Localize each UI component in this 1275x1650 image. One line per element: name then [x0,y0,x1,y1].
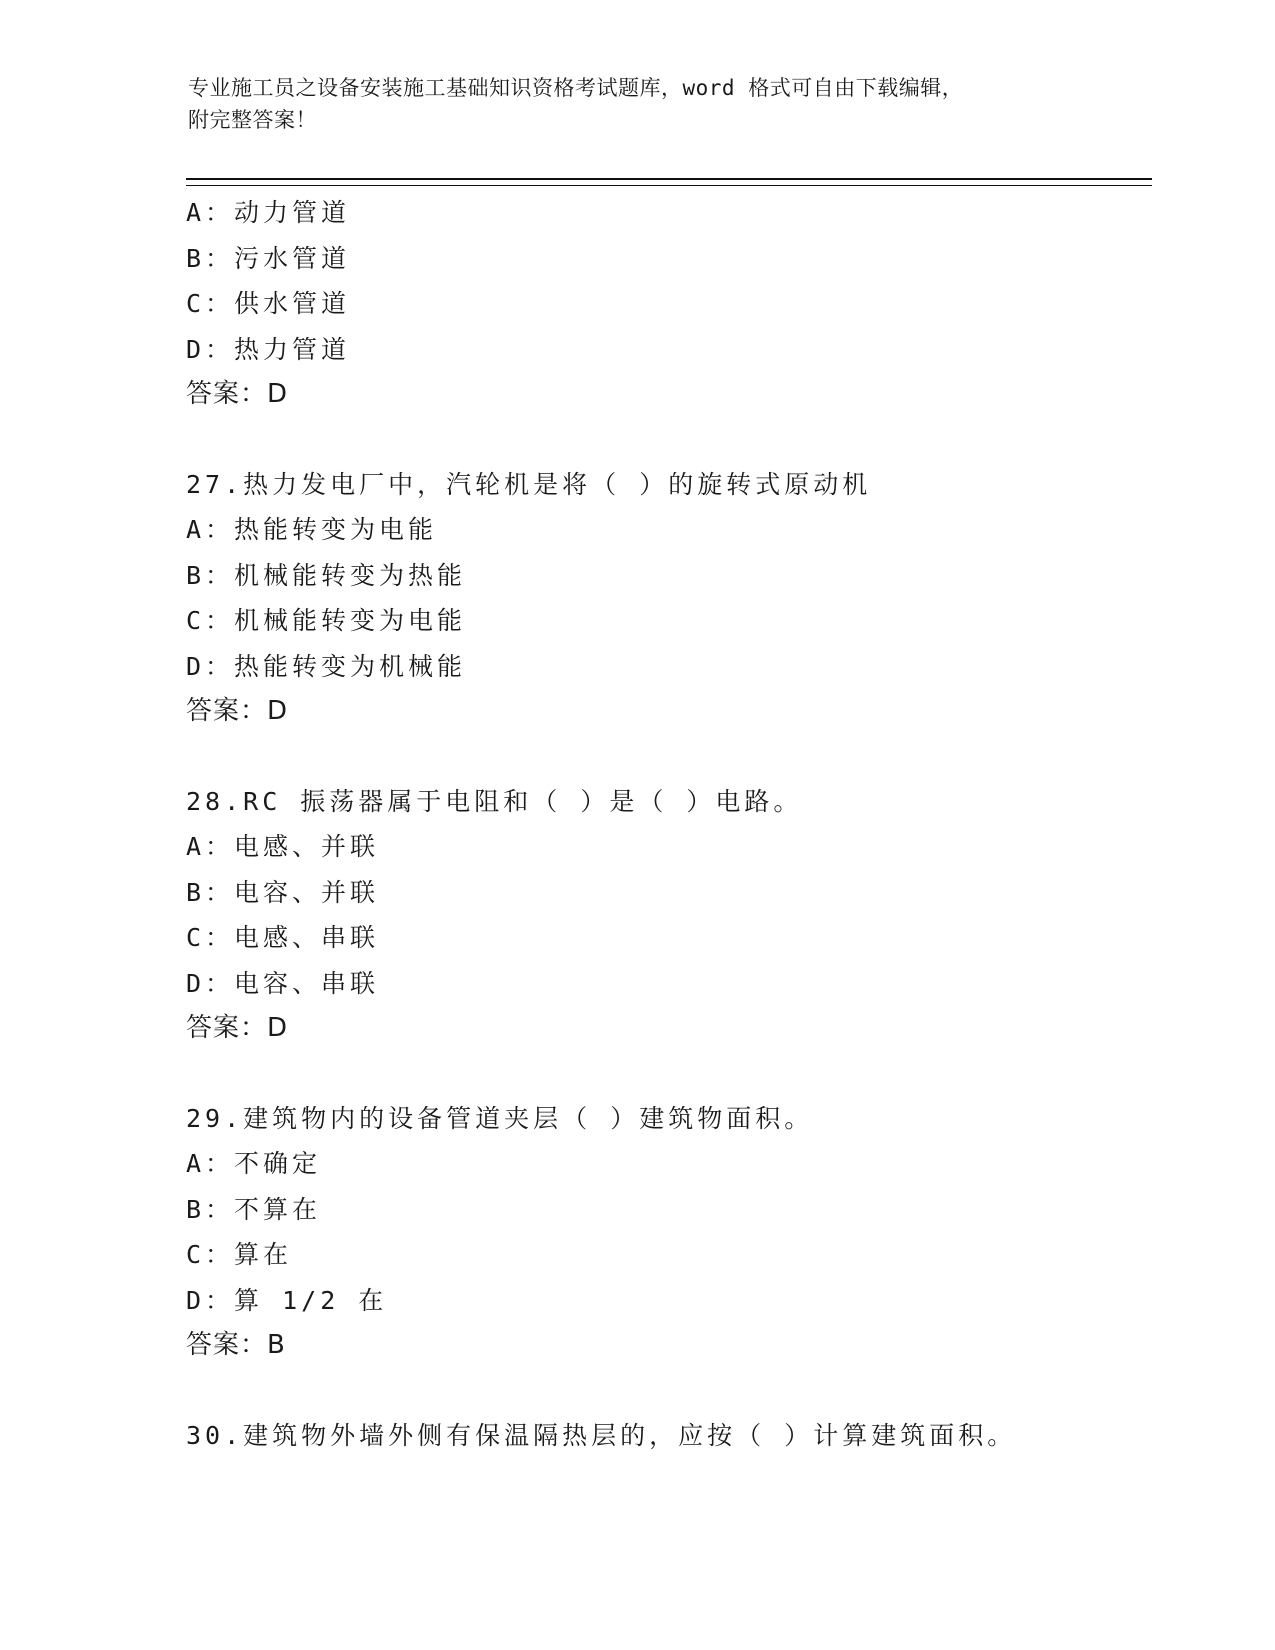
spacer [186,735,1146,779]
option-a: A：动力管道 [186,198,351,227]
option-c: C：机械能转变为电能 [186,606,467,635]
question-block-29 [186,1096,1146,1369]
question-list [186,190,1146,1458]
answer-line: 答案：D [186,379,289,409]
question-block-30 [186,1413,1146,1459]
option-c: C：供水管道 [186,289,351,318]
option-d: D：电容、串联 [186,968,380,998]
option-b: B：机械能转变为热能 [186,560,467,590]
question-text: 30.建筑物外墙外侧有保温隔热层的，应按（ ）计算建筑面积。 [186,1420,1017,1450]
option-b: B：电容、并联 [186,877,380,907]
question-text: 29.建筑物内的设备管道夹层（ ）建筑物面积。 [186,1103,814,1133]
question-block-28 [186,779,1146,1052]
question-text: 27.热力发电厂中，汽轮机是将（ ）的旋转式原动机 [186,469,872,499]
option-a: A：热能转变为电能 [186,515,438,544]
option-d: D：算 1/2 在 [186,1285,388,1315]
answer-line: 答案：D [186,1013,289,1043]
option-c: C：算在 [186,1240,293,1269]
option-b: B：污水管道 [186,243,351,273]
header-title-line-1: 专业施工员之设备安装施工基础知识资格考试题库，word 格式可自由下载编辑， [188,76,964,100]
option-b: B：不算在 [186,1194,322,1224]
option-a: A：电感、并联 [186,832,380,861]
answer-line: 答案：B [186,1330,286,1360]
option-a: A：不确定 [186,1149,322,1178]
option-d: D：热能转变为机械能 [186,651,467,681]
spacer [186,418,1146,462]
option-d: D：热力管道 [186,334,351,364]
document-header [188,72,1078,136]
header-divider [186,178,1152,186]
spacer [186,1052,1146,1096]
spacer [186,1369,1146,1413]
question-text: 28.RC 振荡器属于电阻和（ ）是（ ）电路。 [186,786,803,816]
option-c: C：电感、串联 [186,923,380,952]
question-block-27 [186,462,1146,735]
answer-line: 答案：D [186,696,289,726]
header-title-line-2: 附完整答案！ [188,108,317,132]
question-block-26 [186,190,1146,418]
